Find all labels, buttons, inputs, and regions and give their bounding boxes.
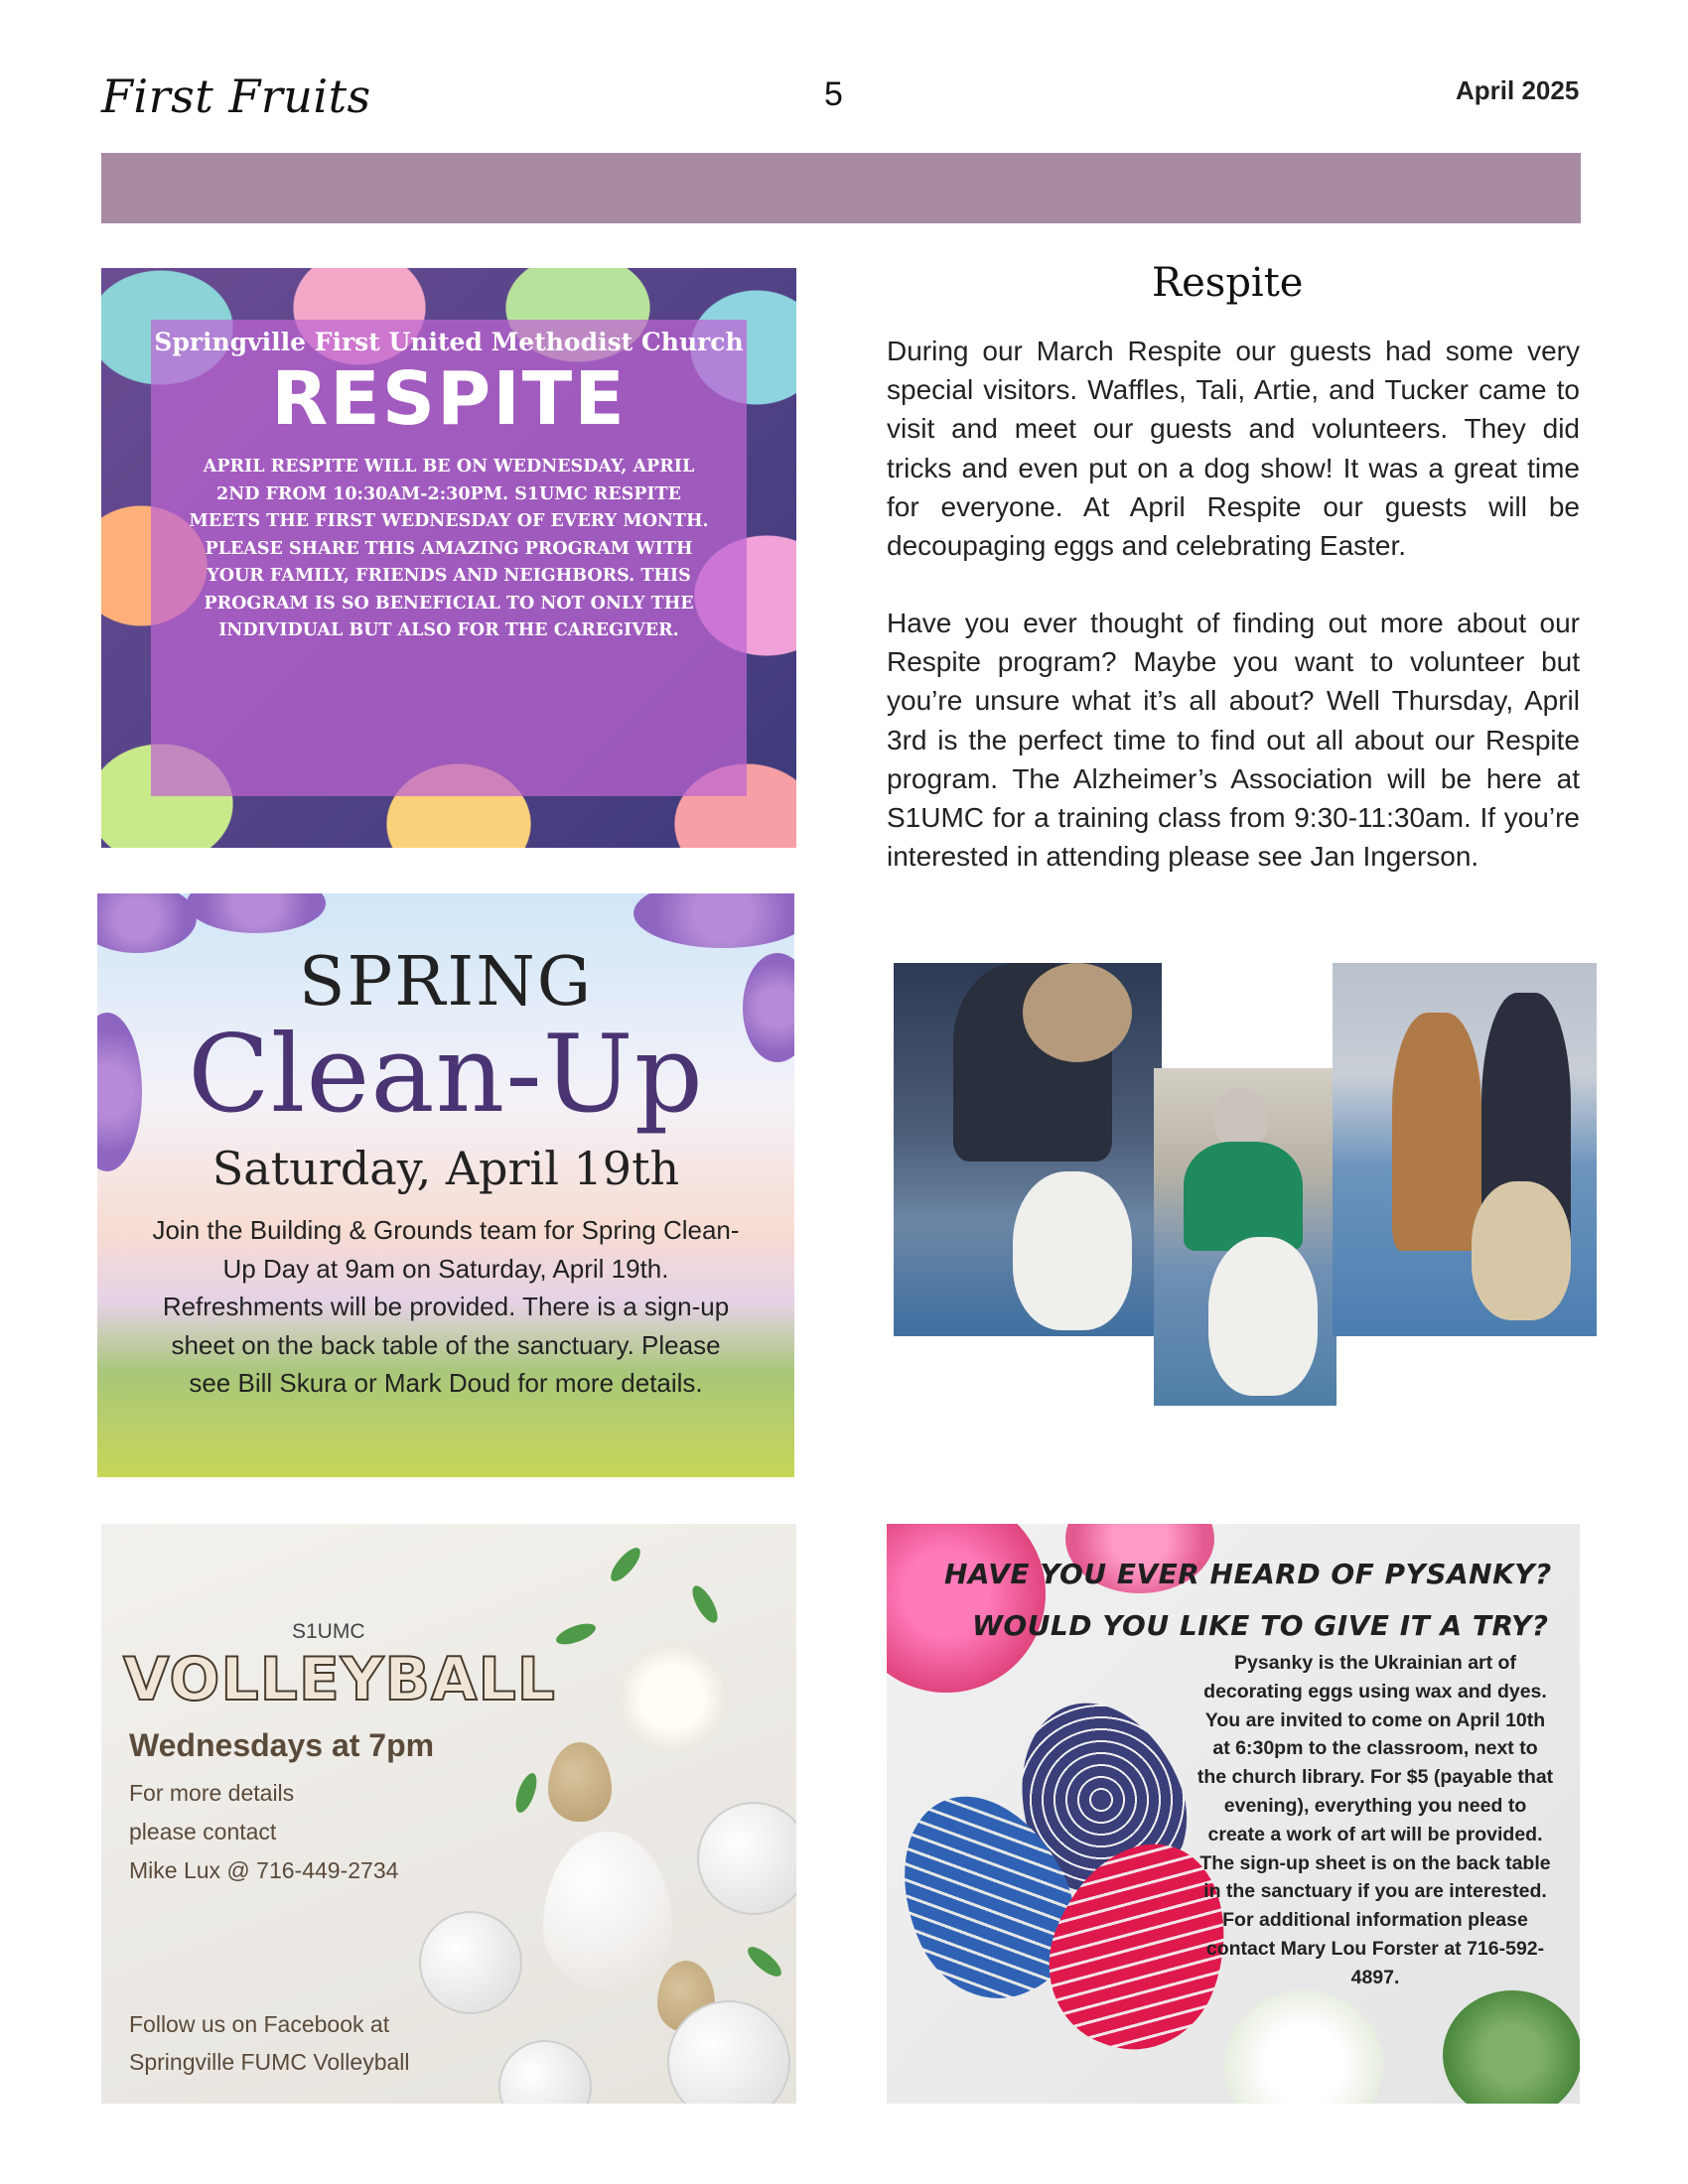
- respite-poster-panel: [151, 320, 747, 796]
- leaf-decoration: [688, 1582, 723, 1626]
- photo-dog-visit-1: [894, 963, 1162, 1336]
- volleyball-details-line: please contact: [129, 1819, 277, 1844]
- article-title: Respite: [1152, 260, 1304, 306]
- volleyball-flyer: [101, 1524, 796, 2104]
- pysanky-flyer: [887, 1524, 1580, 2104]
- page-number: 5: [824, 75, 843, 113]
- person-figure: [1392, 1013, 1481, 1251]
- greenery-decoration: [1443, 1990, 1580, 2104]
- lilac-flower-decoration: [187, 893, 326, 933]
- leaf-decoration: [744, 1942, 785, 1980]
- issue-date: April 2025: [1456, 75, 1580, 105]
- white-egg-decoration: [543, 1832, 672, 1990]
- pysanky-subheading: WOULD YOU LIKE TO GIVE IT A TRY?: [972, 1609, 1549, 1642]
- pink-peony-decoration: [887, 1524, 1046, 1693]
- photo-dog-visit-3: [1333, 963, 1597, 1336]
- white-flower-decoration: [618, 1643, 727, 1752]
- cleanup-details: Join the Building & Grounds team for Spring Clean-Up Day at 9am on Saturday, April 19th. Refreshments will be provided. There is a sign-up sheet on the back table of the sanctuary. Please see Bill Skura or Mark Doud for more details.: [152, 1215, 740, 1398]
- white-flower-decoration: [1224, 1990, 1383, 2104]
- cleanup-title: Clean-Up: [188, 1013, 704, 1137]
- respite-poster-heading: RESPITE: [271, 356, 627, 442]
- article-paragraph: Have you ever thought of finding out more about our Respite program? Maybe you want to volunteer but you’re unsure what it’s all about? Well Thursday, April 3rd is the perfect time to find out all about our Respite program. The Alzheimer’s Association will be here at S1UMC for a training class from 9:30-11:30am. If you’re interested in attending please see Jan Ingerson.: [887, 608, 1580, 873]
- pysanky-details: Pysanky is the Ukrainian art of decorating eggs using wax and dyes. You are invited to come on April 10th at 6:30pm to the classroom, next to the church library. For $5 (payable that evening), everything you need to create a work of art will be provided. The sign-up sheet is on the back table in the sanctuary if you are interested. For additional information please contact Mary Lou Forster at 716-592-4897.: [1196, 1652, 1554, 1988]
- leaf-decoration: [606, 1544, 644, 1585]
- spring-title: SPRING: [298, 943, 594, 1022]
- pysanky-heading: HAVE YOU EVER HEARD OF PYSANKY?: [944, 1558, 1552, 1590]
- respite-church-name: Springville First United Methodist Church: [154, 328, 744, 356]
- respite-poster: [101, 268, 796, 848]
- white-dog: [1013, 1171, 1132, 1330]
- hair-shape: [1023, 963, 1132, 1062]
- volleyball-follow-line: Follow us on Facebook at: [129, 2011, 390, 2037]
- volleyball-contact: Mike Lux @ 716-449-2734: [129, 1857, 399, 1883]
- volleyball-decoration: [419, 1911, 522, 2014]
- person-green-sweater: [1184, 1142, 1303, 1251]
- quail-egg-decoration: [548, 1742, 612, 1822]
- cleanup-date: Saturday, April 19th: [211, 1142, 680, 1195]
- respite-poster-body: APRIL RESPITE WILL BE ON WEDNESDAY, APRIL 2ND FROM 10:30AM-2:30PM. S1UMC RESPITE MEETS THE FIRST WEDNESDAY OF EVERY MONTH. PLEASE SHARE THIS AMAZING PROGRAM WITH YOUR FAMILY, FRIENDS AND NEIGHBORS. THIS PROGRAM IS SO BENEFICIAL TO NOT ONLY THE INDIVIDUAL BUT ALSO FOR THE CAREGIVER.: [189, 457, 709, 640]
- white-dog: [1208, 1237, 1318, 1396]
- tan-dog: [1472, 1181, 1571, 1320]
- photo-dog-visit-2: [1154, 1068, 1336, 1406]
- volleyball-schedule: Wednesdays at 7pm: [129, 1727, 435, 1763]
- leaf-decoration: [554, 1619, 599, 1648]
- volleyball-decoration: [697, 1802, 796, 1915]
- volleyball-org: S1UMC: [292, 1620, 365, 1643]
- volleyball-title: VOLLEYBALL: [123, 1645, 556, 1714]
- article-paragraph: During our March Respite our guests had some very special visitors. Waffles, Tali, Artie, and Tucker came to visit and meet our guests and volunteers. They did tricks and even put on a dog show! It was a great time for everyone. At April Respite our guests will be decoupaging eggs and celebrating Easter.: [887, 336, 1580, 562]
- newsletter-masthead: First Fruits: [101, 69, 371, 123]
- header-divider-bar: [101, 153, 1581, 223]
- leaf-decoration: [511, 1771, 540, 1816]
- volleyball-facebook: Springville FUMC Volleyball: [129, 2049, 410, 2075]
- lilac-flower-decoration: [633, 893, 794, 948]
- volleyball-details-line: For more details: [129, 1780, 295, 1806]
- spring-cleanup-flyer: [97, 893, 794, 1477]
- volleyball-decoration: [498, 2040, 592, 2104]
